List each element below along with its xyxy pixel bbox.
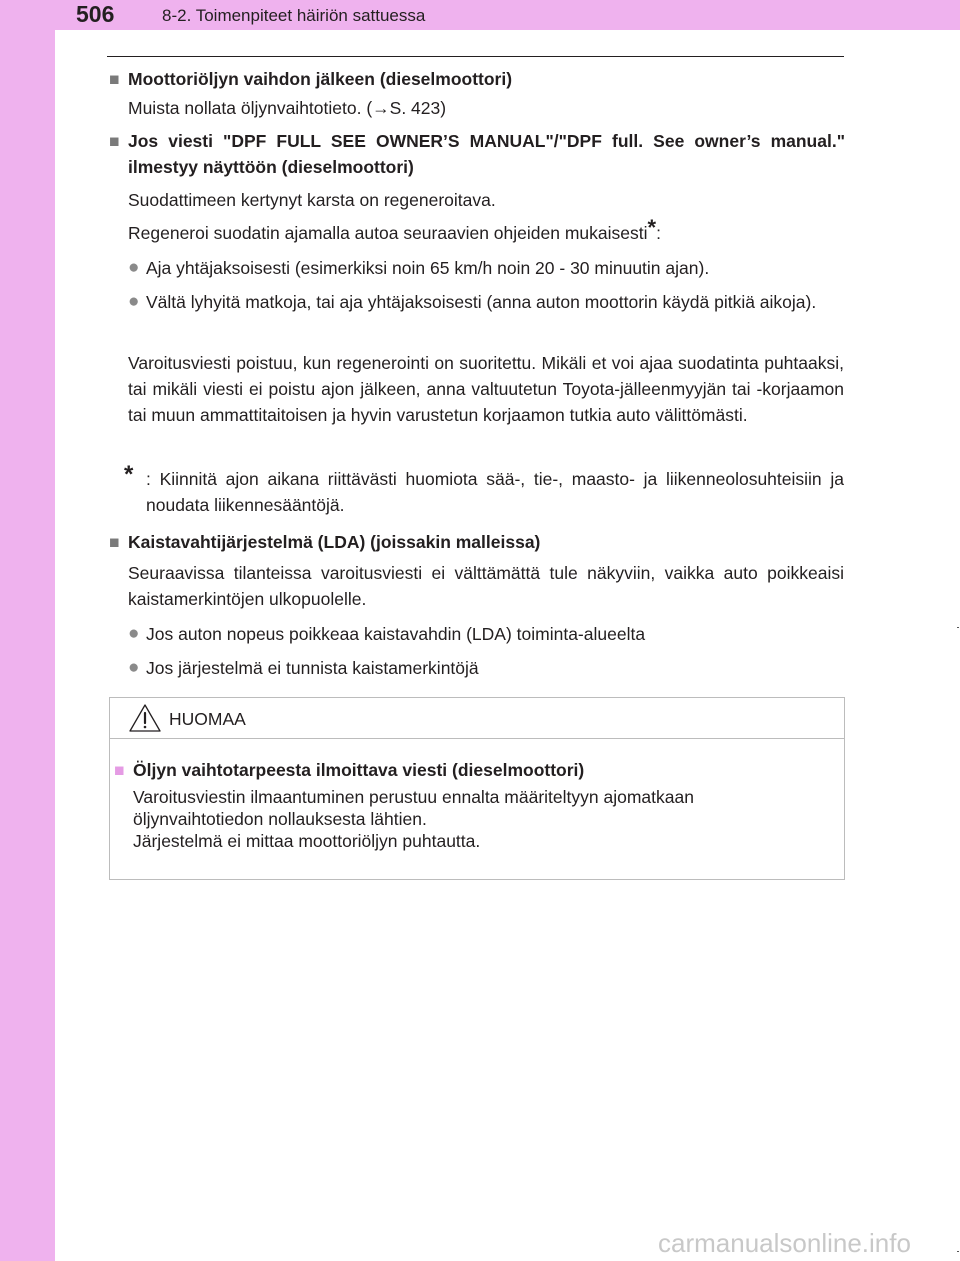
lda-bullet: ● Jos järjestelmä ei tunnista kaistamerkintöjä xyxy=(128,655,844,681)
lda-heading: ■ Kaistavahtijärjestelmä (LDA) (joissakin malleissa) xyxy=(109,529,845,555)
crop-mark xyxy=(957,1251,959,1252)
round-bullet-icon: ● xyxy=(128,257,140,278)
footnote: * : Kiinnitä ajon aikana riittävästi huomiota sää-, tie-, maasto- ja liikenneolosuhteisiin ja noudata liikennesääntöjä. xyxy=(124,461,844,515)
notice-header xyxy=(110,698,844,739)
lda-bullet: ● Jos auton nopeus poikkeaa kaistavahdin (LDA) toiminta-alueelta xyxy=(128,621,844,647)
dpf-bullet: ● Vältä lyhyitä matkoja, tai aja yhtäjaksoisesti (anna auton moottorin käydä pitkiä aikoja). xyxy=(128,289,844,315)
round-bullet-icon: ● xyxy=(128,657,140,678)
warning-triangle-icon xyxy=(128,703,162,733)
footnote-asterisk: * xyxy=(124,461,134,488)
oil-change-text: Muista nollata öljynvaihtotieto. (→S. 423) xyxy=(128,98,447,118)
oil-change-heading: ■ Moottoriöljyn vaihdon jälkeen (dieselmoottori) xyxy=(109,66,845,92)
notice-box xyxy=(109,697,845,880)
side-tab-band xyxy=(0,0,55,1261)
dpf-heading: ■ Jos viesti "DPF FULL SEE OWNER’S MANUAL"/"DPF full. See owner’s manual." ilmestyy näyttöön (dieselmoottori) xyxy=(109,128,845,180)
square-bullet-icon: ■ xyxy=(109,532,120,552)
dpf-paragraph-2: Regeneroi suodatin ajamalla autoa seuraavien ohjeiden mukaisesti*: xyxy=(128,215,661,243)
notice-heading: ■ Öljyn vaihtotarpeesta ilmoittava viesti (dieselmoottori) xyxy=(114,760,585,780)
crop-mark xyxy=(957,627,959,628)
asterisk-mark: * xyxy=(647,215,657,240)
round-bullet-icon: ● xyxy=(128,623,140,644)
round-bullet-icon: ● xyxy=(128,291,140,312)
dpf-paragraph-3: Varoitusviesti poistuu, kun regenerointi on suoritettu. Mikäli et voi ajaa suodatinta puhtaaksi, tai mikäli viesti ei poistu ajon jälkeen, anna valtuutetun Toyota-jälleenmyyjän tai -korjaamon tai muun ammattitaitoisen ja hyvin varustetun korjaamon tutkia auto välittömästi. xyxy=(128,353,844,425)
notice-title: HUOMAA xyxy=(169,709,246,729)
watermark: carmanualsonline.info xyxy=(658,1228,911,1258)
lda-text: Seuraavissa tilanteissa varoitusviesti ei välttämättä tule näkyviin, vaikka auto poikkeaisi kaistamerkintöjen ulkopuolelle. xyxy=(128,563,844,609)
dpf-bullet: ● Aja yhtäjaksoisesti (esimerkiksi noin 65 km/h noin 20 - 30 minuutin ajan). xyxy=(128,255,844,281)
page-number: 506 xyxy=(76,1,115,27)
header-divider xyxy=(107,56,844,57)
notice-text: Varoitusviestin ilmaantuminen perustuu ennalta määriteltyyn ajomatkaan öljynvaihtotiedon nollauksesta lähtien. Järjestelmä ei mittaa moottoriöljyn puhtautta. xyxy=(133,787,694,851)
dpf-paragraph-1: Suodattimeen kertynyt karsta on regeneroitava. xyxy=(128,190,496,210)
section-title: 8-2. Toimenpiteet häiriön sattuessa xyxy=(162,6,426,25)
square-bullet-icon: ■ xyxy=(109,131,120,151)
square-bullet-icon: ■ xyxy=(109,69,120,89)
square-bullet-icon: ■ xyxy=(114,760,125,780)
